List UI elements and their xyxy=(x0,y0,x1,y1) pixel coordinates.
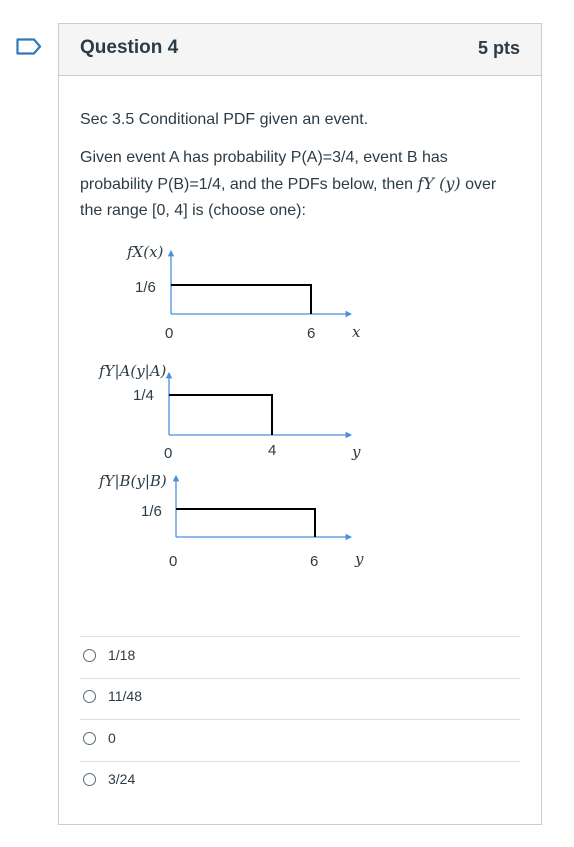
answer-option[interactable] xyxy=(83,635,513,675)
plot-origin-label: 0 xyxy=(164,445,173,462)
answer-option[interactable] xyxy=(83,718,513,758)
radio-button[interactable] xyxy=(83,773,96,786)
prompt-part1: Given event A has probability P(A)=3/4, event B has probability P(B)=1/4, and the PDFs below, then xyxy=(80,149,448,193)
answer-label: 3/24 xyxy=(108,771,136,787)
section-text: Sec 3.5 Conditional PDF given an event. xyxy=(80,111,369,128)
plot-function-label: fY|A(y|A) xyxy=(99,362,167,380)
pdf-rectangle xyxy=(169,395,272,435)
answer-option[interactable] xyxy=(83,676,513,716)
prompt-math: fY (y) xyxy=(417,174,461,193)
plot-origin-label: 0 xyxy=(165,325,174,342)
bookmark-flag-icon[interactable] xyxy=(16,38,42,55)
radio-button[interactable] xyxy=(83,732,96,745)
plot-axis-label: y xyxy=(352,443,361,461)
plot-function-label: fY|B(y|B) xyxy=(99,472,167,490)
pdf-rectangle xyxy=(171,285,311,314)
answer-label: 1/18 xyxy=(108,647,136,663)
question-title: Question 4 xyxy=(80,37,179,58)
plot-end-label: 6 xyxy=(310,553,319,570)
plot-height-label: 1/4 xyxy=(133,387,154,404)
plot-height-label: 1/6 xyxy=(141,503,162,520)
pdf-plot-fy-given-a xyxy=(98,362,361,462)
plot-function-label: fX(x) xyxy=(127,243,164,261)
pdf-rectangle xyxy=(176,509,315,537)
pdf-plot-fx xyxy=(126,243,361,342)
plot-end-label: 4 xyxy=(268,442,277,459)
plot-end-label: 6 xyxy=(307,325,316,342)
plot-axis-label: y xyxy=(355,550,364,568)
radio-button[interactable] xyxy=(83,649,96,662)
radio-button[interactable] xyxy=(83,690,96,703)
question-card xyxy=(58,23,542,825)
plot-origin-label: 0 xyxy=(169,553,178,570)
prompt-part2: over the range [0, 4] is (choose one): xyxy=(80,176,497,219)
plot-axis-label: x xyxy=(352,323,361,341)
question-points: 5 pts xyxy=(477,38,520,58)
plot-height-label: 1/6 xyxy=(135,279,156,296)
pdf-plot-fy-given-b xyxy=(98,472,364,570)
answer-label: 0 xyxy=(108,730,116,746)
answer-label: 11/48 xyxy=(108,688,142,704)
answer-option[interactable] xyxy=(83,759,513,799)
